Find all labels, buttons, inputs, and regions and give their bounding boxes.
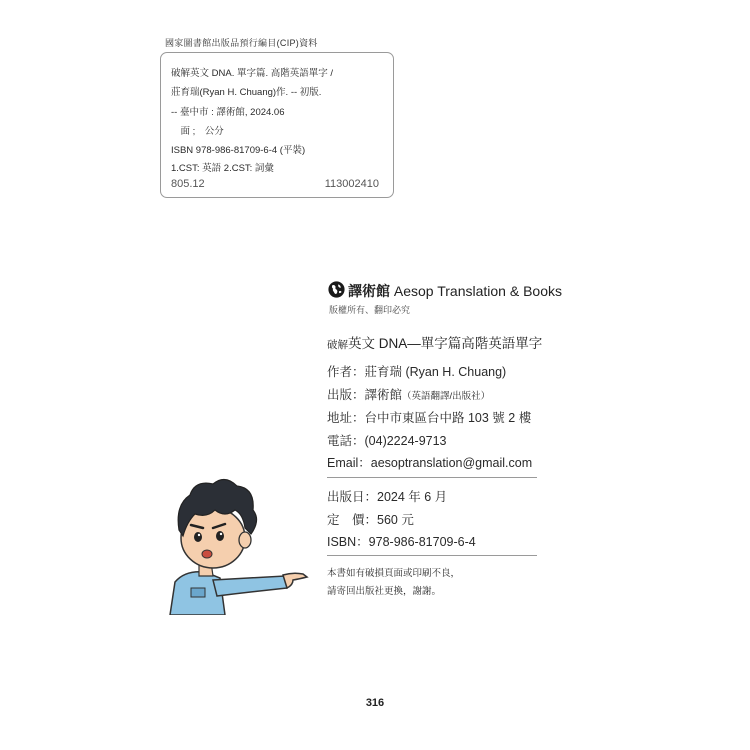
globe-logo-icon: [328, 281, 345, 298]
book-title-prefix: 破解: [327, 339, 348, 351]
book-title: [327, 332, 542, 352]
replacement-notice-line: 請寄回出版社更換，謝謝。: [327, 586, 442, 597]
book-title-main: 英文 DNA—單字篇高階英語單字: [348, 336, 543, 351]
cip-line: 1.CST: 英語 2.CST: 詞彙: [171, 163, 274, 174]
cip-line: ISBN 978-986-81709-6-4 (平裝): [171, 145, 306, 156]
cip-line: 莊育瑞(Ryan H. Chuang)作. -- 初版.: [171, 87, 322, 98]
address-line: 地址：台中市東區台中路 103 號 2 樓: [327, 411, 532, 425]
publisher-line: [327, 385, 490, 403]
publisher-name: [348, 281, 562, 301]
price-line: 定 價：560 元: [327, 513, 414, 527]
author-line: 作者：莊育瑞 (Ryan H. Chuang): [327, 365, 507, 379]
cip-classification-number: 805.12: [171, 178, 205, 190]
cip-line: 面 ; 公分: [171, 126, 224, 137]
cip-record-id: 113002410: [324, 178, 379, 190]
page-number: 316: [365, 697, 385, 709]
rights-notice: 版權所有、翻印必究: [329, 305, 411, 315]
isbn-line: ISBN：978-986-81709-6-4: [327, 535, 476, 549]
replacement-notice-line: 本書如有破損頁面或印刷不良，: [327, 568, 461, 579]
publisher-name-en: Aesop Translation & Books: [393, 283, 562, 299]
cip-record-box: [160, 52, 394, 198]
pointing-boy-illustration: [165, 470, 315, 615]
email-line: Email：aesoptranslation@gmail.com: [327, 456, 533, 470]
publication-date-line: 出版日：2024 年 6 月: [327, 490, 448, 504]
publisher-label: 出版：譯術館: [327, 388, 403, 402]
publisher-name-zh: 譯術館: [348, 283, 390, 299]
publisher-note: （英語翻譯/出版社）: [402, 391, 491, 402]
cip-line: 破解英文 DNA. 單字篇. 高階英語單字 /: [171, 68, 334, 79]
divider: [327, 555, 537, 556]
cip-line: -- 臺中市 : 譯術館, 2024.06: [171, 107, 285, 118]
phone-line: 電話：(04)2224-9713: [327, 434, 447, 448]
cip-heading: 國家圖書館出版品預行編目(CIP)資料: [165, 38, 318, 48]
divider: [327, 477, 537, 478]
